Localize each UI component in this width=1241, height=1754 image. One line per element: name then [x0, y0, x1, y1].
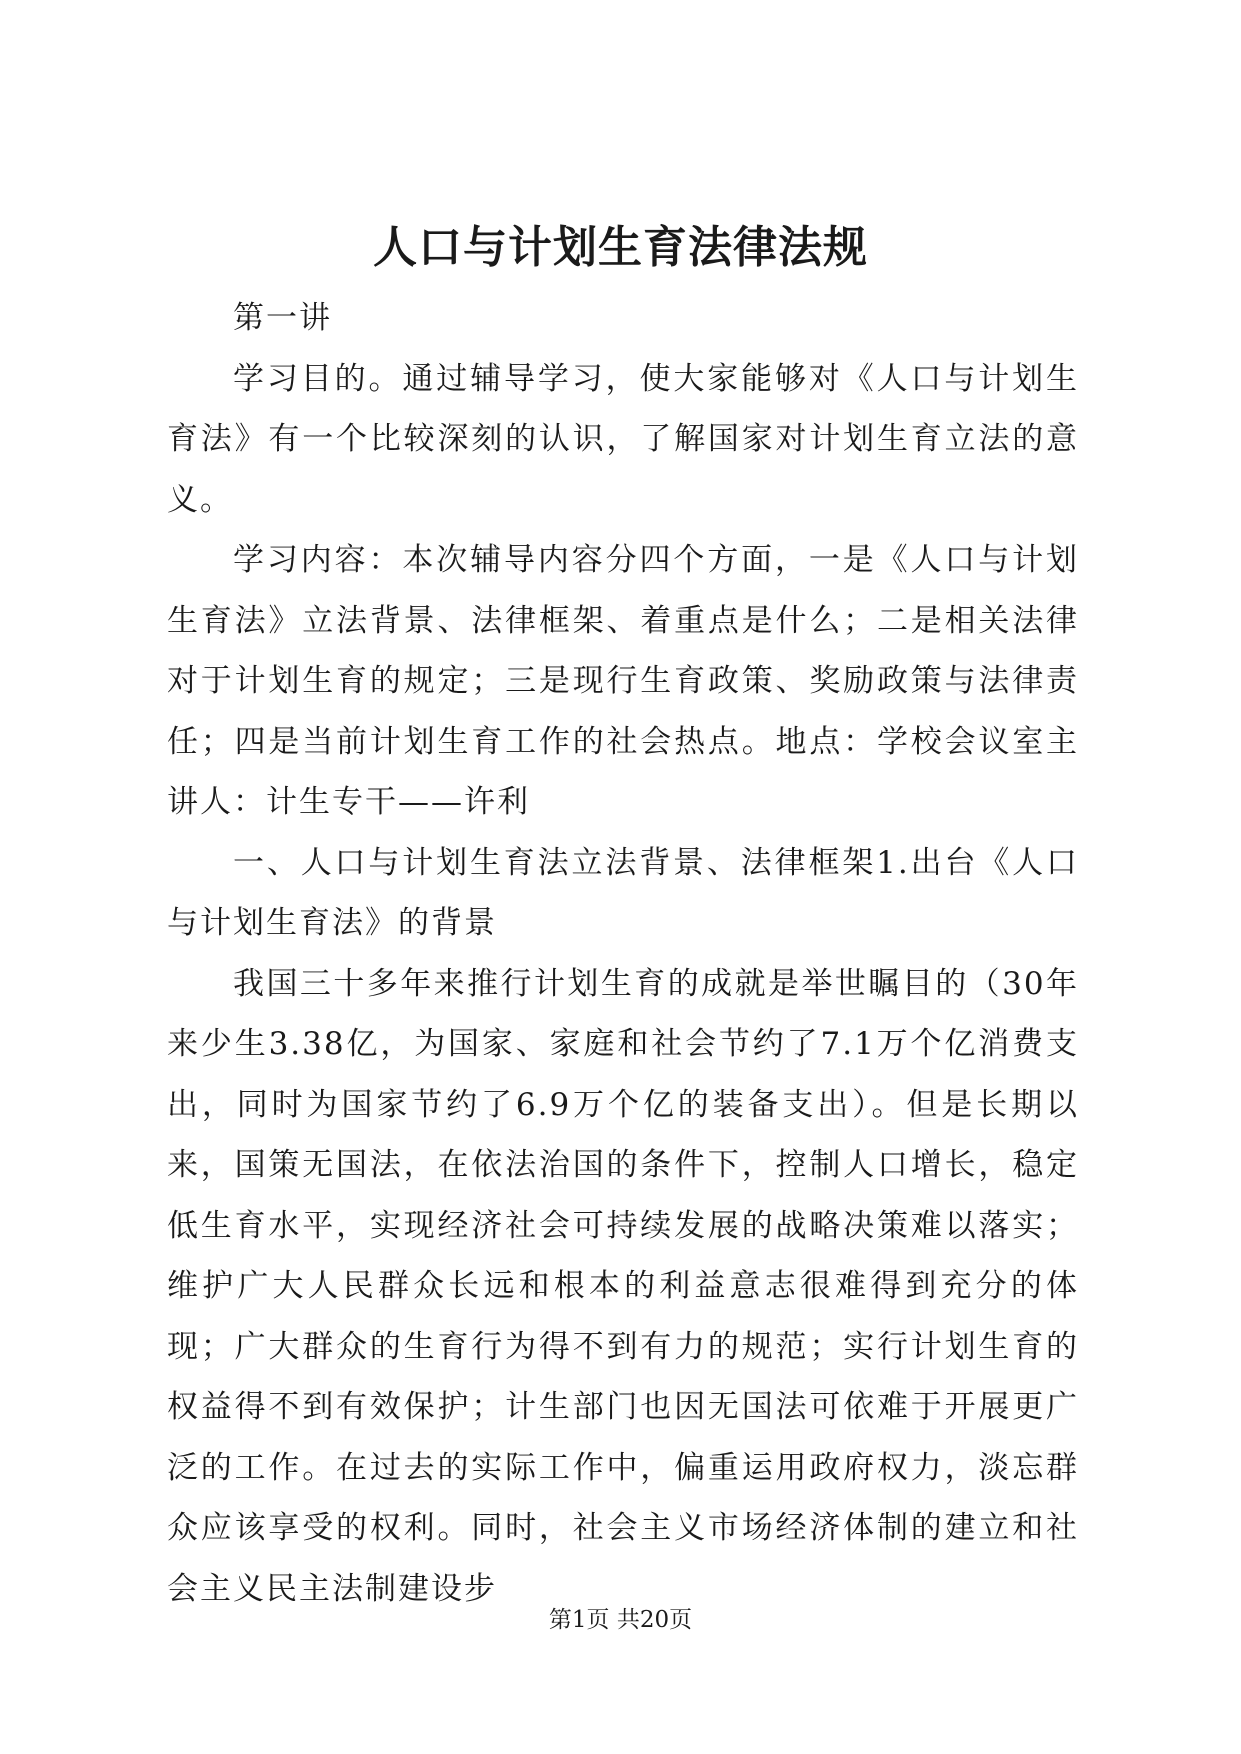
document-body [167, 288, 1079, 1619]
paragraph-section-one-heading: 一、人口与计划生育法立法背景、法律框架1.出台《人口与计划生育法》的背景 [167, 844, 1079, 941]
paragraph-background: 我国三十多年来推行计划生育的成就是举世瞩目的（30年来少生3.38亿，为国家、家庭和社会节约了7.1万个亿消费支出，同时为国家节约了6.9万个亿的装备支出）。但是长期以来，国策无国法，在依法治国的条件下，控制人口增长，稳定低生育水平，实现经济社会可持续发展的战略决策难以落实；维护广大人民群众长远和根本的利益意志很难得到充分的体现；广大群众的生育行为得不到有力的规范；实行计划生育的权益得不到有效保护；计生部门也因无国法可依难于开展更广泛的工作。在过去的实际工作中，偏重运用政府权力，淡忘群众应该享受的权利。同时，社会主义市场经济体制的建立和社会主义民主法制建设步 [167, 965, 1079, 1607]
document-title: 人口与计划生育法律法规 [373, 222, 868, 273]
paragraph-lecture-heading: 第一讲 [233, 300, 332, 336]
paragraph-learning-content: 学习内容：本次辅导内容分四个方面，一是《人口与计划生育法》立法背景、法律框架、着重点是什么；二是相关法律对于计划生育的规定；三是现行生育政策、奖励政策与法律责任；四是当前计划生育工作的社会热点。地点：学校会议室主讲人：计生专干——许利 [167, 542, 1079, 820]
paragraph-learning-purpose: 学习目的。通过辅导学习，使大家能够对《人口与计划生育法》有一个比较深刻的认识，了解国家对计划生育立法的意义。 [167, 360, 1079, 518]
page-number-footer: 第1页 共20页 [548, 1607, 693, 1633]
